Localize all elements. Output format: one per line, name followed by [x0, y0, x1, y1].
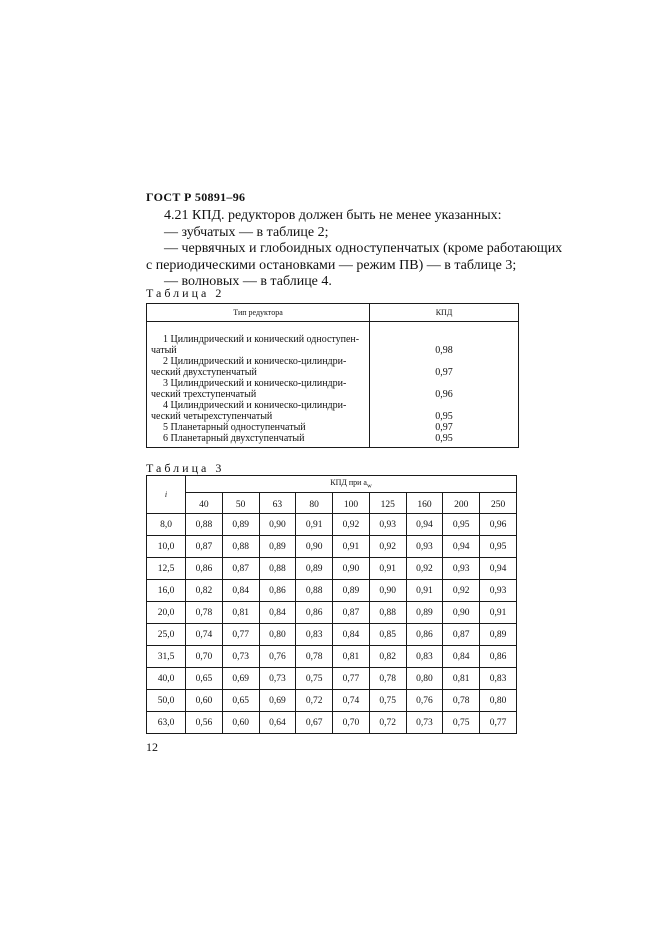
- column-header-aw: 200: [443, 493, 480, 514]
- kpd-cell: 0,89: [259, 536, 296, 558]
- kpd-cell: 0,90: [369, 580, 406, 602]
- table-3-caption: Таблица 3: [146, 461, 225, 475]
- kpd-cell: 0,88: [296, 580, 333, 602]
- kpd-cell: 0,89: [480, 624, 517, 646]
- kpd-cell: 0,93: [443, 558, 480, 580]
- kpd-cell: 0,90: [259, 514, 296, 536]
- table-row: [147, 536, 517, 558]
- kpd-cell: 0,80: [406, 668, 443, 690]
- table-row: [147, 602, 517, 624]
- kpd-cell: 0,89: [296, 558, 333, 580]
- kpd-group-label: КПД при a: [330, 478, 367, 488]
- kpd-cell: 0,60: [222, 712, 259, 734]
- kpd-cell: 0,84: [333, 624, 370, 646]
- kpd-cell: 0,86: [259, 580, 296, 602]
- table-3: [146, 475, 517, 734]
- kpd-group-subscript: w: [366, 482, 372, 490]
- kpd-cell: 0,92: [443, 580, 480, 602]
- reducer-type-line: чатый: [151, 345, 177, 356]
- kpd-cell: 0,75: [443, 712, 480, 734]
- kpd-value: 0,97: [435, 367, 453, 378]
- reducer-type-line: 6 Планетарный двухступенчатый: [163, 433, 305, 444]
- kpd-cell: 0,73: [222, 646, 259, 668]
- kpd-cell: 0,95: [443, 514, 480, 536]
- column-header-kpd: КПД: [370, 304, 519, 322]
- kpd-cell: 0,76: [259, 646, 296, 668]
- column-header-aw: 250: [480, 493, 517, 514]
- column-header-aw: 100: [333, 493, 370, 514]
- kpd-cell: 0,78: [369, 668, 406, 690]
- kpd-cell: 0,72: [296, 690, 333, 712]
- kpd-cell: 0,77: [480, 712, 517, 734]
- kpd-cell: 0,93: [406, 536, 443, 558]
- document-header: ГОСТ Р 50891–96: [146, 190, 246, 204]
- ratio-cell: 31,5: [147, 646, 186, 668]
- kpd-cell: 0,86: [186, 558, 223, 580]
- kpd-cell: 0,93: [480, 580, 517, 602]
- ratio-cell: 40,0: [147, 668, 186, 690]
- kpd-cell: 0,69: [259, 690, 296, 712]
- kpd-cell: 0,89: [333, 580, 370, 602]
- column-header-aw: 40: [186, 493, 223, 514]
- kpd-cell: 0,86: [480, 646, 517, 668]
- reducer-type-line: ческий двухступенчатый: [151, 367, 257, 378]
- kpd-cell: 0,88: [259, 558, 296, 580]
- reducer-types-cell: [147, 322, 370, 448]
- column-header-type: Тип редуктора: [147, 304, 370, 322]
- column-header-aw: 80: [296, 493, 333, 514]
- column-header-aw: 63: [259, 493, 296, 514]
- kpd-cell: 0,70: [333, 712, 370, 734]
- kpd-cell: 0,75: [369, 690, 406, 712]
- kpd-cell: 0,94: [480, 558, 517, 580]
- kpd-cell: 0,82: [186, 580, 223, 602]
- clause-line: — червячных и глобоидных одноступенчатых (кроме работающих: [164, 241, 563, 256]
- kpd-cell: 0,78: [186, 602, 223, 624]
- kpd-cell: 0,91: [333, 536, 370, 558]
- reducer-type-line: 4 Цилиндрический и коническо-цилиндри-: [163, 400, 347, 411]
- table-row: [147, 558, 517, 580]
- kpd-cell: 0,87: [222, 558, 259, 580]
- kpd-cell: 0,72: [369, 712, 406, 734]
- table-row: [147, 712, 517, 734]
- kpd-cell: 0,74: [333, 690, 370, 712]
- kpd-cell: 0,84: [443, 646, 480, 668]
- kpd-cell: 0,91: [296, 514, 333, 536]
- reducer-type-line: 2 Цилиндрический и коническо-цилиндри-: [163, 356, 347, 367]
- kpd-cell: 0,83: [296, 624, 333, 646]
- ratio-cell: 20,0: [147, 602, 186, 624]
- kpd-group-header: [186, 476, 517, 493]
- table-row: [147, 668, 517, 690]
- kpd-cell: 0,60: [186, 690, 223, 712]
- kpd-cell: 0,92: [406, 558, 443, 580]
- kpd-cell: 0,89: [222, 514, 259, 536]
- kpd-cell: 0,88: [222, 536, 259, 558]
- kpd-cell: 0,84: [259, 602, 296, 624]
- kpd-cell: 0,65: [222, 690, 259, 712]
- kpd-cell: 0,80: [480, 690, 517, 712]
- reducer-type-line: 3 Цилиндрический и коническо-цилиндри-: [163, 378, 347, 389]
- kpd-cell: 0,83: [406, 646, 443, 668]
- reducer-type-line: 1 Цилиндрический и конический одноступен-: [163, 334, 360, 345]
- table-row: [147, 514, 517, 536]
- kpd-cell: 0,91: [406, 580, 443, 602]
- kpd-values-cell: [370, 322, 519, 448]
- reducer-type-line: ческий трехступенчатый: [151, 389, 257, 400]
- table-row: [147, 580, 517, 602]
- kpd-cell: 0,87: [186, 536, 223, 558]
- table-2: [146, 303, 519, 448]
- clause-line: — волновых — в таблице 4.: [164, 274, 332, 289]
- table-2-caption: Таблица 2: [146, 286, 225, 300]
- kpd-value: 0,97: [435, 422, 453, 433]
- column-header-aw: 125: [369, 493, 406, 514]
- kpd-cell: 0,69: [222, 668, 259, 690]
- kpd-cell: 0,96: [480, 514, 517, 536]
- kpd-cell: 0,81: [333, 646, 370, 668]
- kpd-cell: 0,80: [259, 624, 296, 646]
- kpd-cell: 0,88: [369, 602, 406, 624]
- kpd-cell: 0,92: [369, 536, 406, 558]
- reducer-type-line: ческий четырехступенчатый: [151, 411, 273, 422]
- kpd-cell: 0,81: [222, 602, 259, 624]
- kpd-cell: 0,78: [443, 690, 480, 712]
- kpd-cell: 0,93: [369, 514, 406, 536]
- kpd-cell: 0,82: [369, 646, 406, 668]
- kpd-cell: 0,64: [259, 712, 296, 734]
- kpd-cell: 0,85: [369, 624, 406, 646]
- row-header-i: i: [147, 476, 186, 514]
- kpd-cell: 0,84: [222, 580, 259, 602]
- kpd-cell: 0,73: [406, 712, 443, 734]
- kpd-cell: 0,91: [480, 602, 517, 624]
- kpd-cell: 0,77: [333, 668, 370, 690]
- kpd-cell: 0,70: [186, 646, 223, 668]
- ratio-cell: 8,0: [147, 514, 186, 536]
- clause-line: 4.21 КПД. редукторов должен быть не менее указанных:: [164, 208, 502, 223]
- column-header-aw: 50: [222, 493, 259, 514]
- ratio-cell: 25,0: [147, 624, 186, 646]
- kpd-cell: 0,94: [406, 514, 443, 536]
- kpd-cell: 0,86: [406, 624, 443, 646]
- kpd-cell: 0,76: [406, 690, 443, 712]
- reducer-type-line: 5 Планетарный одноступенчатый: [163, 422, 306, 433]
- kpd-cell: 0,90: [333, 558, 370, 580]
- kpd-cell: 0,74: [186, 624, 223, 646]
- kpd-cell: 0,65: [186, 668, 223, 690]
- kpd-cell: 0,89: [406, 602, 443, 624]
- kpd-cell: 0,56: [186, 712, 223, 734]
- kpd-value: 0,95: [435, 411, 453, 422]
- kpd-cell: 0,86: [296, 602, 333, 624]
- kpd-cell: 0,88: [186, 514, 223, 536]
- ratio-cell: 16,0: [147, 580, 186, 602]
- kpd-cell: 0,78: [296, 646, 333, 668]
- ratio-cell: 10,0: [147, 536, 186, 558]
- clause-line: — зубчатых — в таблице 2;: [164, 224, 329, 240]
- kpd-cell: 0,87: [443, 624, 480, 646]
- clause-line: с периодическими остановками — режим ПВ) — в таблице 3;: [146, 257, 517, 273]
- kpd-cell: 0,90: [443, 602, 480, 624]
- kpd-value: 0,98: [435, 345, 453, 356]
- clause-4-21: [146, 208, 563, 291]
- kpd-value: 0,96: [435, 389, 453, 400]
- kpd-cell: 0,94: [443, 536, 480, 558]
- kpd-cell: 0,90: [296, 536, 333, 558]
- kpd-cell: 0,95: [480, 536, 517, 558]
- kpd-cell: 0,87: [333, 602, 370, 624]
- kpd-cell: 0,81: [443, 668, 480, 690]
- column-header-aw: 160: [406, 493, 443, 514]
- kpd-cell: 0,91: [369, 558, 406, 580]
- kpd-value: 0,95: [435, 433, 453, 444]
- kpd-cell: 0,77: [222, 624, 259, 646]
- table-row: [147, 646, 517, 668]
- table-row: [147, 690, 517, 712]
- kpd-cell: 0,67: [296, 712, 333, 734]
- ratio-cell: 63,0: [147, 712, 186, 734]
- ratio-cell: 50,0: [147, 690, 186, 712]
- kpd-cell: 0,83: [480, 668, 517, 690]
- kpd-cell: 0,73: [259, 668, 296, 690]
- kpd-cell: 0,92: [333, 514, 370, 536]
- page-number: 12: [146, 740, 158, 754]
- table-row: [147, 624, 517, 646]
- ratio-cell: 12,5: [147, 558, 186, 580]
- kpd-cell: 0,75: [296, 668, 333, 690]
